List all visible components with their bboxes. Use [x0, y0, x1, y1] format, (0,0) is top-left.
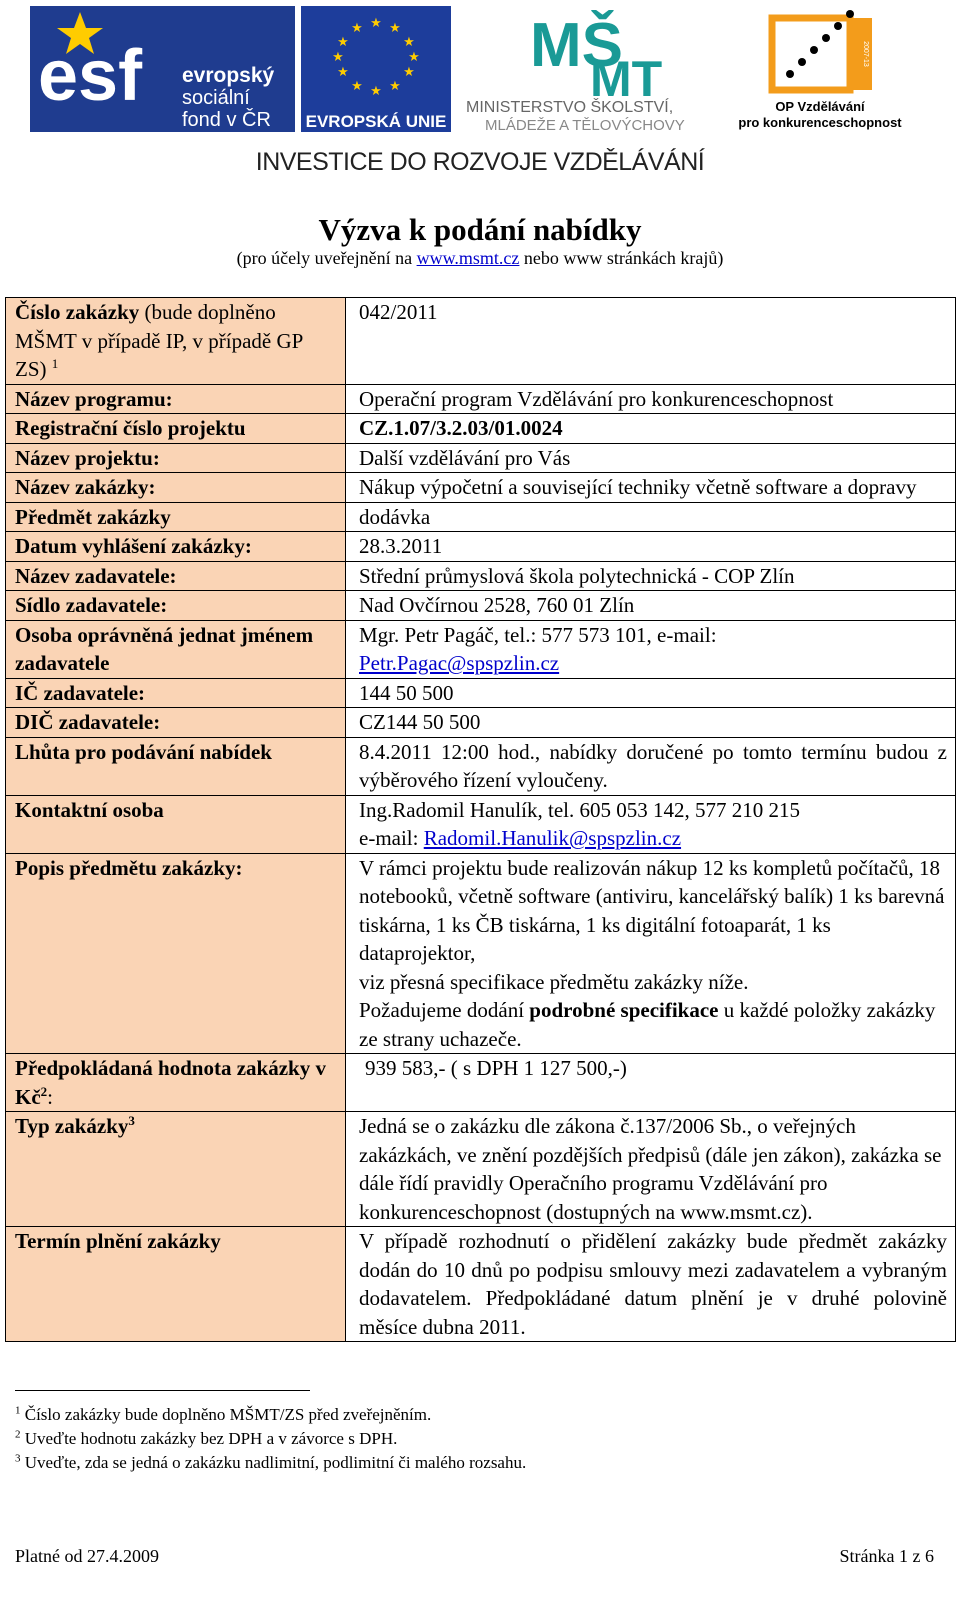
subtitle-suffix: nebo www stránkách krajů): [519, 248, 724, 268]
svg-text:pro konkurenceschopnost: pro konkurenceschopnost: [738, 115, 902, 130]
svg-text:★: ★: [403, 35, 415, 50]
valid-from: Platné od 27.4.2009: [15, 1546, 159, 1566]
footnote-number: 3: [15, 1452, 21, 1465]
table-row: [6, 414, 956, 444]
svg-text:MINISTERSTVO ŠKOLSTVÍ,: MINISTERSTVO ŠKOLSTVÍ,: [466, 99, 674, 116]
table-row: [6, 384, 956, 414]
row-value: CZ144 50 500: [346, 708, 956, 738]
row-key: Osoba oprávněná jednat jménem zadavatele: [6, 620, 346, 678]
footnote-text: Uveďte hodnotu zakázky bez DPH a v závorce s DPH.: [24, 1429, 398, 1448]
footnote-ref: 3: [128, 1113, 135, 1128]
footnote: [15, 1451, 526, 1475]
svg-text:2007-13: 2007-13: [862, 41, 869, 67]
footnote-ref: 1: [51, 356, 59, 371]
row-value: [346, 620, 956, 678]
svg-text:MŠ: MŠ: [530, 11, 623, 80]
svg-text:OP Vzdělávání: OP Vzdělávání: [775, 99, 865, 114]
row-key: [6, 1112, 346, 1227]
svg-text:★: ★: [351, 79, 363, 94]
svg-text:MT: MT: [590, 51, 663, 107]
description-paragraph: viz přesná specifikace předmětu zakázky níže.: [359, 969, 749, 994]
row-value: Operační program Vzdělávání pro konkurenceschopnost: [346, 384, 956, 414]
row-key-colon: :: [47, 1084, 53, 1109]
row-key-rest: (bude doplněno MŠMT v případě IP, v případě GP ZS): [15, 300, 303, 381]
row-value: 144 50 500: [346, 678, 956, 708]
table-row: [6, 853, 956, 1054]
email-link[interactable]: Petr.Pagac@spspzlin.cz: [359, 651, 560, 675]
row-value: [346, 853, 956, 1054]
row-value: Nákup výpočetní a související techniky včetně software a dopravy: [346, 473, 956, 503]
svg-text:★: ★: [389, 79, 401, 94]
table-row: [6, 620, 956, 678]
footnote-number: 1: [15, 1404, 21, 1417]
svg-text:★: ★: [408, 50, 420, 65]
svg-text:★: ★: [370, 84, 382, 99]
row-key: Název programu:: [6, 384, 346, 414]
row-value: 939 583,- ( s DPH 1 127 500,-): [346, 1054, 956, 1112]
row-key: Název zakázky:: [6, 473, 346, 503]
row-key: Lhůta pro podávání nabídek: [6, 737, 346, 795]
footnote-text: Uveďte, zda se jedná o zakázku nadlimitní, podlimitní či malého rozsahu.: [24, 1453, 527, 1472]
footnotes: [15, 1403, 526, 1475]
row-value: 28.3.2011: [346, 532, 956, 562]
row-value: 042/2011: [346, 298, 956, 385]
row-value: CZ.1.07/3.2.03/01.0024: [346, 414, 956, 444]
row-value: Střední průmyslová škola polytechnická - COP Zlín: [346, 561, 956, 591]
row-key: Předmět zakázky: [6, 502, 346, 532]
svg-text:esf: esf: [38, 36, 143, 116]
msmt-logo: [466, 11, 685, 134]
svg-text:EVROPSKÁ UNIE: EVROPSKÁ UNIE: [305, 112, 447, 131]
table-row: [6, 795, 956, 853]
row-value: Jedná se o zakázku dle zákona č.137/2006 Sb., o veřejných zakázkách, ve znění pozdějších předpisů (dále jen zákon), zakázka se dále řídí pravidly Operačního programu Vzdělávání pro konkurenceschopnost (dostupných na www.msmt.cz).: [346, 1112, 956, 1227]
row-value: [346, 795, 956, 853]
row-value: 8.4.2011 12:00 hod., nabídky doručené po tomto termínu budou z výběrového řízení vyloučeny.: [346, 737, 956, 795]
svg-text:★: ★: [403, 65, 415, 80]
svg-text:MLÁDEŽE A TĚLOVÝCHOVY: MLÁDEŽE A TĚLOVÝCHOVY: [485, 117, 685, 134]
page-subtitle: [0, 248, 960, 269]
row-key-bold: Číslo zakázky: [15, 300, 140, 324]
table-row: [6, 502, 956, 532]
table-row: [6, 1112, 956, 1227]
footnote-ref: 2: [40, 1083, 48, 1099]
table-row: [6, 532, 956, 562]
footnote-divider: [15, 1390, 310, 1391]
page-title: Výzva k podání nabídky: [318, 212, 642, 247]
table-row: [6, 678, 956, 708]
row-key: Termín plnění zakázky: [6, 1227, 346, 1342]
row-key: Název projektu:: [6, 443, 346, 473]
svg-text:★: ★: [337, 65, 349, 80]
svg-text:★: ★: [389, 21, 401, 36]
description-emphasis: podrobné specifikace: [529, 998, 719, 1022]
email-label: e-mail:: [359, 826, 424, 850]
row-key: Datum vyhlášení zakázky:: [6, 532, 346, 562]
table-row: [6, 708, 956, 738]
esf-logo: [30, 6, 295, 132]
tender-table: [5, 297, 956, 1342]
svg-text:★: ★: [370, 16, 382, 31]
tagline: INVESTICE DO ROZVOJE VZDĚLÁVÁNÍ: [255, 148, 705, 176]
svg-text:sociální: sociální: [182, 87, 250, 109]
row-key-text: Typ zakázky: [15, 1114, 129, 1138]
table-row: [6, 561, 956, 591]
svg-text:★: ★: [337, 35, 349, 50]
description-paragraph-end: u každé položky zakázky ze strany uchazeče.: [359, 998, 936, 1051]
table-row: [6, 443, 956, 473]
svg-text:fond v ČR: fond v ČR: [182, 109, 271, 131]
footnote: [15, 1427, 526, 1451]
footnote-text: Číslo zakázky bude doplněno MŠMT/ZS před zveřejněním.: [24, 1405, 432, 1424]
row-value: dodávka: [346, 502, 956, 532]
row-key: Registrační číslo projektu: [6, 414, 346, 444]
row-key: IČ zadavatele:: [6, 678, 346, 708]
contact-text: Ing.Radomil Hanulík, tel. 605 053 142, 577 210 215: [359, 797, 800, 822]
email-link[interactable]: Radomil.Hanulik@spspzlin.cz: [423, 826, 682, 850]
row-key: Název zadavatele:: [6, 561, 346, 591]
svg-text:★: ★: [332, 50, 344, 65]
description-paragraph-start: Požadujeme dodání: [359, 998, 530, 1022]
row-key: [6, 1054, 346, 1112]
footnote-number: 2: [15, 1428, 21, 1441]
row-key: Popis předmětu zakázky:: [6, 853, 346, 1054]
logo-bar: [0, 0, 960, 150]
msmt-link[interactable]: www.msmt.cz: [416, 248, 520, 268]
table-row: [6, 737, 956, 795]
description-paragraph: V rámci projektu bude realizován nákup 12 ks kompletů počítačů, 18 notebooků, včetně software (antiviru, kancelářský balík) 1 ks barevná tiskárna, 1 ks ČB tiskárna, 1 ks digitální fotoaparát, 1 ks dataprojektor,: [359, 855, 945, 965]
row-value: V případě rozhodnutí o přidělení zakázky bude předmět zakázky dodán do 10 dnů po podpisu smlouvy mezi zadavatelem a vybraným dodavatelem. Předpokládané datum plnění je v druhé polovině měsíce dubna 2011.: [346, 1227, 956, 1342]
row-value: Nad Ovčírnou 2528, 760 01 Zlín: [346, 591, 956, 621]
row-key: Kontaktní osoba: [6, 795, 346, 853]
row-key: Sídlo zadavatele:: [6, 591, 346, 621]
logo-bar-graphic: [0, 0, 960, 150]
table-row: [6, 1227, 956, 1342]
page-number: Stránka 1 z 6: [839, 1546, 934, 1566]
row-key: [6, 298, 346, 385]
table-row: [6, 591, 956, 621]
op-logo: [738, 10, 902, 130]
table-row: [6, 298, 956, 385]
subtitle-prefix: (pro účely uveřejnění na: [236, 248, 417, 268]
row-key-text: Předpokládaná hodnota zakázky v Kč: [15, 1056, 326, 1109]
svg-text:★: ★: [351, 21, 363, 36]
table-row: [6, 1054, 956, 1112]
table-row: [6, 473, 956, 503]
contact-text: Mgr. Petr Pagáč, tel.: 577 573 101, e-mail:: [359, 622, 717, 647]
row-key: DIČ zadavatele:: [6, 708, 346, 738]
eu-logo: [301, 6, 451, 132]
footnote: [15, 1403, 526, 1427]
svg-text:evropský: evropský: [182, 64, 275, 87]
row-value: Další vzdělávání pro Vás: [346, 443, 956, 473]
